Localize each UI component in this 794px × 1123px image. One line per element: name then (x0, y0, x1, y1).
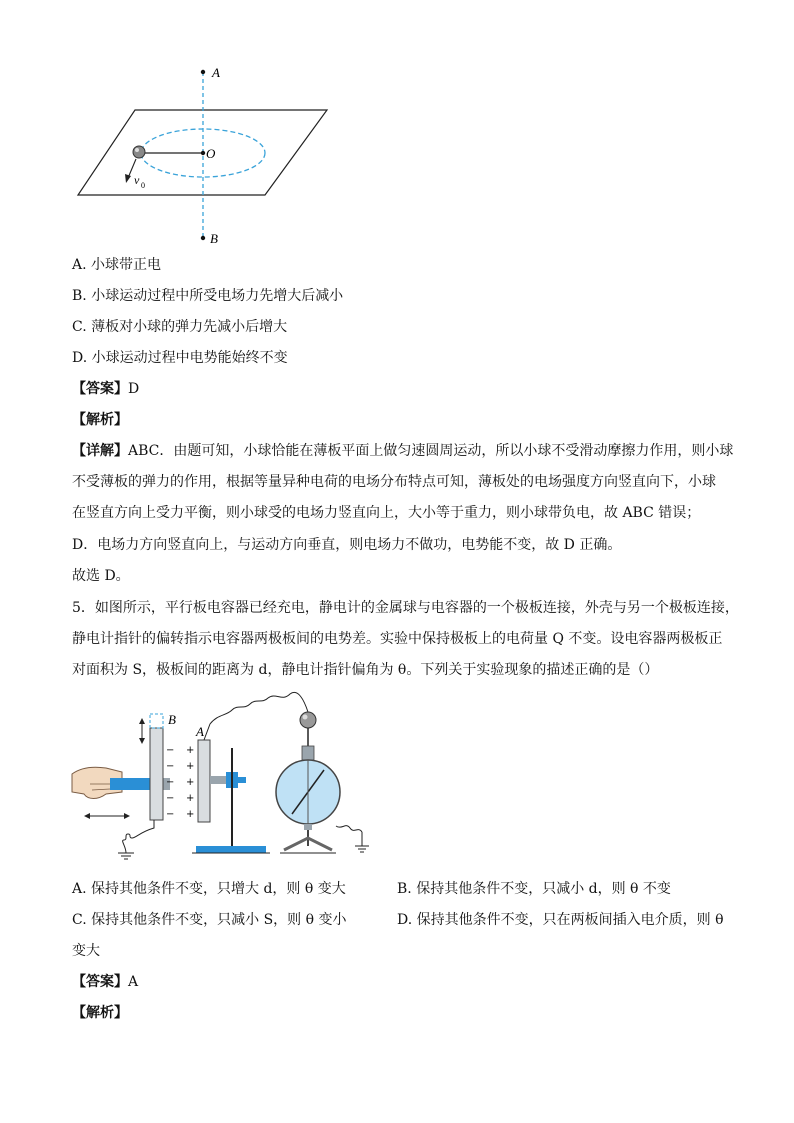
ball (133, 146, 145, 158)
q4-detail-line3: 在竖直方向上受力平衡，则小球受的电场力竖直向上，大小等于重力，则小球带负电，故 ABC 错误； (72, 505, 701, 521)
figure-plate-orbit (70, 60, 340, 250)
point-A (201, 70, 205, 74)
q5-stem-line1: 5．如图所示，平行板电容器已经充电，静电计的金属球与电容器的一个极板连接，外壳与另一个极板连接， (72, 600, 739, 616)
point-B (201, 236, 205, 240)
q4-option-a: A. 小球带正电 (72, 257, 162, 273)
q4-option-d: D. 小球运动过程中电势能始终不变 (72, 350, 288, 366)
answer-tag: 【答案】 (72, 974, 128, 990)
q4-detail-line1: 【详解】ABC．由题可知，小球恰能在薄板平面上做匀速圆周运动，所以小球不受滑动摩擦力作用，则小球 (72, 443, 734, 459)
svg-text:+: + (186, 793, 195, 804)
answer-value: A (128, 974, 139, 990)
q5-option-a: A. 保持其他条件不变，只增大 d，则 θ 变大 (72, 881, 346, 897)
svg-text:+: + (186, 761, 195, 772)
q5-option-b: B. 保持其他条件不变，只减小 d，则 θ 不变 (397, 881, 671, 897)
q5-answer (72, 972, 138, 992)
q4-detail-line2: 不受薄板的弹力的作用，根据等量异种电荷的电场分布特点可知，薄板处的电场强度方向竖直向下，小球 (72, 474, 716, 490)
svg-text:+: + (186, 777, 195, 788)
svg-text:+: + (186, 809, 195, 820)
q4-option-b: B. 小球运动过程中所受电场力先增大后减小 (72, 288, 344, 304)
answer-value: D (128, 381, 140, 397)
label-v: v (134, 173, 140, 187)
q4-detail-line4: D．电场力方向竖直向上，与运动方向垂直，则电场力不做功，电势能不变，故 D 正确。 (72, 537, 622, 553)
svg-text:B: B (168, 712, 176, 727)
plate-B (150, 728, 163, 820)
detail-tag: 【详解】 (72, 443, 128, 459)
svg-text:A: A (196, 724, 204, 739)
label-A: A (212, 65, 220, 80)
svg-text:+: + (186, 745, 195, 756)
plate-A (198, 740, 210, 822)
q4-detail-line5: 故选 D。 (72, 568, 130, 584)
q5-option-c: C. 保持其他条件不变，只减小 S，则 θ 变小 (72, 912, 347, 928)
q5-stem-line2: 静电计指针的偏转指示电容器两极板间的电势差。实验中保持极板上的电荷量 Q 不变。设电容器两极板正 (72, 631, 723, 647)
label-B: B (210, 231, 218, 246)
q4-answer (72, 379, 139, 399)
stand-base (196, 846, 266, 853)
electroscope-ball (300, 712, 316, 728)
q4-option-c: C. 薄板对小球的弹力先减小后增大 (72, 319, 288, 335)
svg-text:−: − (166, 761, 175, 772)
label-v-sub: 0 (141, 181, 145, 190)
svg-text:−: − (166, 777, 175, 788)
point-O (201, 151, 205, 155)
insulating-rod (110, 778, 154, 790)
svg-text:−: − (166, 809, 175, 820)
answer-tag: 【答案】 (72, 381, 128, 397)
figure-capacitor-electroscope (70, 688, 370, 866)
q5-analysis-tag: 【解析】 (72, 1005, 128, 1021)
q5-stem-line3: 对面积为 S，极板间的距离为 d，静电计指针偏角为 θ。下列关于实验现象的描述正确的是（） (72, 662, 659, 678)
q5-option-d: D. 保持其他条件不变，只在两板间插入电介质，则 θ (397, 912, 724, 928)
svg-text:−: − (166, 745, 175, 756)
q5-option-d-cont: 变大 (72, 943, 100, 959)
label-O: O (206, 146, 216, 161)
q4-analysis-tag: 【解析】 (72, 412, 128, 428)
svg-text:−: − (166, 793, 175, 804)
